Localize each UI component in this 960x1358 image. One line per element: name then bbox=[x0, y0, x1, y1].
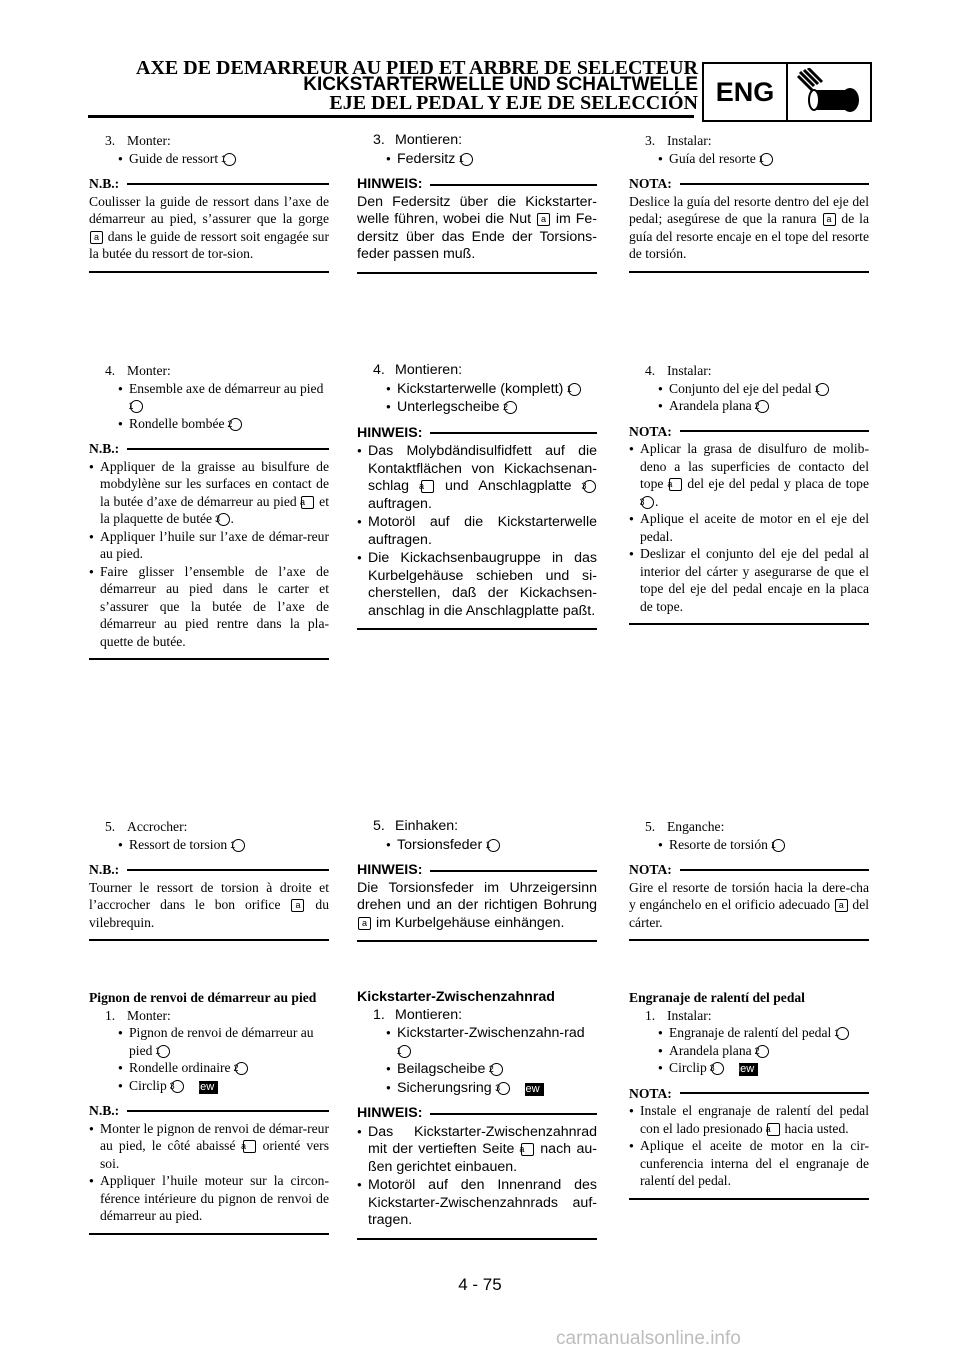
text: 3. bbox=[373, 132, 385, 148]
text: Instalar: bbox=[667, 1007, 712, 1023]
divider bbox=[430, 432, 597, 434]
bullet-item bbox=[89, 150, 329, 168]
text: im Fe-dersitz über das Ende der Torsions-feder passen muß. bbox=[357, 211, 597, 262]
note-bullet bbox=[357, 442, 597, 513]
text: du vilebrequin. bbox=[89, 897, 329, 930]
divider bbox=[127, 183, 329, 185]
fr-step5-note bbox=[89, 861, 329, 941]
es-idle-gear bbox=[629, 989, 869, 1200]
text: Enganche: bbox=[667, 819, 725, 834]
text: Resorte de torsión bbox=[669, 836, 768, 852]
divider bbox=[680, 1092, 869, 1094]
text: Arandela plana bbox=[669, 398, 752, 413]
text: auftragen. bbox=[368, 495, 432, 512]
callout-marker: 1 bbox=[232, 839, 245, 852]
divider bbox=[629, 1198, 869, 1200]
text: Monter: bbox=[127, 1007, 171, 1023]
callout-marker: a bbox=[767, 1123, 780, 1136]
es-step5-note bbox=[629, 861, 869, 941]
callout-marker: 2 bbox=[235, 1062, 248, 1075]
de-step5-note bbox=[357, 862, 597, 942]
text: Ensemble axe de démarreur au pied bbox=[129, 380, 324, 396]
text: 1. bbox=[645, 1007, 656, 1023]
bullet-item bbox=[357, 1079, 597, 1098]
callout-marker: 3 bbox=[217, 513, 230, 526]
divider bbox=[127, 1110, 329, 1112]
note-bullet: ● Aplique el aceite de motor en la cir-cunferencia interna del el engranaje de ralentí del pedal. bbox=[629, 1137, 869, 1190]
text: Kickstarterwelle (komplett) bbox=[397, 380, 564, 397]
callout-marker: 3 bbox=[171, 1080, 184, 1093]
callout-marker: a bbox=[537, 213, 550, 226]
text: Rondelle ordinaire bbox=[129, 1060, 231, 1075]
text: 3. bbox=[645, 133, 656, 148]
bullet-item bbox=[629, 380, 869, 398]
fr-step4-note bbox=[89, 440, 329, 660]
divider bbox=[430, 184, 597, 186]
callout-marker: 3 bbox=[497, 1082, 510, 1095]
text: del eje del pedal y placa de tope bbox=[682, 476, 870, 491]
text: 4. bbox=[373, 362, 385, 378]
text: Federsitz bbox=[397, 150, 456, 167]
callout-marker: a bbox=[835, 899, 848, 912]
callout-marker: a bbox=[291, 899, 304, 912]
de-step3 bbox=[357, 132, 597, 274]
text: Den Federsitz über die Kickstarter-welle führen, wobei die Nut bbox=[357, 193, 597, 227]
new-badge: New bbox=[739, 1063, 758, 1076]
bullet-item bbox=[357, 398, 597, 417]
text: Tourner le ressort de torsion à droite et l’accrocher dans le bon orifice bbox=[89, 879, 329, 912]
step-heading bbox=[89, 132, 329, 150]
step-heading bbox=[629, 132, 869, 150]
callout-marker: a bbox=[301, 496, 314, 509]
text: . bbox=[655, 493, 659, 509]
text: Appliquer de la graisse au bisulfure de mobdylène sur les surfaces en contact de la butée d’axe de démarreur au pied bbox=[100, 458, 329, 509]
callout-marker: a bbox=[521, 1143, 534, 1156]
bullet-item bbox=[357, 1060, 597, 1079]
note-bullet: ● Appliquer l’huile sur l’axe de démar-reur au pied. bbox=[89, 528, 329, 563]
text: nach au-ßen gerichtet einbauen. bbox=[368, 1141, 597, 1175]
text: Monter: bbox=[127, 363, 171, 378]
note-heading bbox=[357, 862, 597, 880]
text: Coulisser la guide de ressort dans l’axe de démarreur au pied, s’assurer que la gorge bbox=[89, 193, 329, 226]
note-bullet: ● Faire glisser l’ensemble de l’axe de démarreur au pied dans le carter et s’assurer que la butée de l’axe de démarreur au pied rentre dans la pla-quette de butée. bbox=[89, 563, 329, 651]
divider bbox=[629, 939, 869, 941]
callout-marker: a bbox=[358, 917, 371, 930]
watermark: carmanualsonline.info bbox=[556, 1328, 741, 1349]
text: Engranaje de ralentí del pedal bbox=[669, 1025, 832, 1040]
bullet-item bbox=[357, 836, 597, 855]
es-step5 bbox=[629, 818, 869, 941]
bullet-item bbox=[629, 397, 869, 415]
header-rule bbox=[88, 115, 694, 118]
note-bullet bbox=[89, 458, 329, 528]
step-heading bbox=[89, 818, 329, 836]
text: de la guía del resorte encaje en el tope del resorte de torsión. bbox=[629, 211, 869, 261]
new-badge: New bbox=[199, 1081, 218, 1094]
text: Das Kickstarter-Zwischenzahnrad mit der vertieften Seite bbox=[368, 1123, 597, 1157]
text: Aplicar la grasa de disulfuro de molib-deno a las superficies de contacto del tope bbox=[640, 441, 869, 491]
step-heading bbox=[357, 132, 597, 150]
text: 5. bbox=[105, 819, 116, 834]
divider bbox=[357, 628, 597, 630]
text: HINWEIS: bbox=[357, 424, 423, 441]
text: Montieren: bbox=[395, 362, 463, 378]
text bbox=[629, 193, 869, 263]
callout-marker: 1 bbox=[760, 153, 773, 166]
text: Circlip bbox=[129, 1077, 167, 1093]
text: Die Torsionsfeder im Uhrzeigersinn drehen und an der richtigen Bohrung bbox=[357, 879, 597, 913]
step-heading bbox=[357, 818, 597, 836]
callout-marker: a bbox=[243, 1140, 256, 1153]
callout-marker: 1 bbox=[157, 1045, 170, 1058]
text: 5. bbox=[645, 819, 656, 834]
bullet-item bbox=[629, 1059, 869, 1077]
de-step4-note bbox=[357, 425, 597, 631]
text: Einhaken: bbox=[395, 818, 459, 834]
fr-step3 bbox=[89, 132, 329, 273]
text: Guide de ressort bbox=[129, 150, 219, 166]
es-step3-note bbox=[629, 175, 869, 273]
note-heading bbox=[629, 175, 869, 193]
section-badge bbox=[702, 62, 872, 122]
header-title-fr: AXE DE DEMARREUR AU PIED ET ARBRE DE SELECTEUR bbox=[136, 57, 698, 79]
divider bbox=[89, 1233, 329, 1235]
step-heading bbox=[357, 1007, 597, 1025]
divider bbox=[89, 658, 329, 660]
es-step4-note bbox=[629, 423, 869, 626]
note-bullet: ● Aplique el aceite de motor en el eje del pedal. bbox=[629, 510, 869, 545]
text: HINWEIS: bbox=[357, 1105, 423, 1121]
callout-marker: 1 bbox=[398, 1045, 411, 1058]
callout-marker: 1 bbox=[772, 839, 785, 852]
text: Beilagscheibe bbox=[397, 1061, 486, 1077]
fr-idle-note bbox=[89, 1102, 329, 1235]
text: 4. bbox=[105, 363, 116, 378]
note-bullet bbox=[357, 1123, 597, 1177]
text: Instalar: bbox=[667, 363, 712, 378]
divider bbox=[430, 870, 597, 872]
text: Gire el resorte de torsión hacia la dere-cha y engánchelo en el orificio adecuado bbox=[629, 879, 869, 912]
callout-marker: 1 bbox=[460, 153, 473, 166]
divider bbox=[357, 940, 597, 942]
note-bullet bbox=[89, 1120, 329, 1173]
callout-marker: 1 bbox=[836, 1027, 849, 1040]
bullet-item bbox=[357, 150, 597, 169]
divider bbox=[680, 869, 869, 871]
divider bbox=[680, 430, 869, 432]
text: Guía del resorte bbox=[669, 150, 756, 166]
text: et la plaquette de butée bbox=[100, 493, 329, 526]
note-heading bbox=[629, 1085, 869, 1103]
step-heading bbox=[629, 362, 869, 380]
note-bullet bbox=[629, 440, 869, 510]
bullet-item bbox=[357, 380, 597, 399]
callout-marker: 3 bbox=[641, 496, 654, 509]
note-heading bbox=[357, 425, 597, 443]
bullet-item bbox=[89, 836, 329, 854]
engine-spring-icon bbox=[788, 64, 870, 120]
fr-idle-title: Pignon de renvoi de démarreur au pied bbox=[89, 990, 317, 1005]
section-badge-label: ENG bbox=[704, 64, 788, 120]
text: Torsionsfeder bbox=[397, 836, 483, 853]
bullet-item bbox=[89, 1077, 329, 1095]
callout-marker: 2 bbox=[504, 401, 517, 414]
text: NOTA: bbox=[629, 862, 672, 877]
callout-marker: 1 bbox=[568, 383, 581, 396]
fr-step5 bbox=[89, 818, 329, 941]
callout-marker: a bbox=[421, 480, 434, 493]
callout-marker: a bbox=[90, 231, 103, 244]
bullet-item bbox=[357, 1024, 597, 1060]
note-heading bbox=[629, 861, 869, 879]
text: Circlip bbox=[669, 1060, 707, 1075]
text: N.B.: bbox=[89, 862, 120, 877]
bullet-item bbox=[89, 1024, 329, 1059]
note-bullet: ● Appliquer l’huile moteur sur la circon-férence intérieure du pignon de renvoi de démarreur au pied. bbox=[89, 1172, 329, 1225]
es-step4 bbox=[629, 362, 869, 625]
bullet-item bbox=[89, 380, 329, 415]
text: N.B.: bbox=[89, 441, 120, 456]
step-heading bbox=[629, 818, 869, 836]
text: 1. bbox=[373, 1006, 385, 1023]
text: Instale el engranaje de ralentí del pedal con el lado presionado bbox=[640, 1103, 869, 1136]
de-idle-note bbox=[357, 1105, 597, 1240]
divider bbox=[357, 1238, 597, 1240]
callout-marker: 2 bbox=[756, 1045, 769, 1058]
note-heading bbox=[357, 1105, 597, 1123]
callout-marker: 1 bbox=[816, 383, 829, 396]
text: Conjunto del eje del pedal bbox=[669, 380, 812, 396]
text bbox=[89, 879, 329, 932]
text: Monter: bbox=[127, 133, 171, 148]
de-step3-note bbox=[357, 176, 597, 274]
text: 3. bbox=[105, 133, 116, 148]
callout-marker: 1 bbox=[487, 839, 500, 852]
text: . bbox=[230, 511, 234, 526]
text: Deslice la guía del resorte dentro del eje del pedal; asegúrese de que la ranura bbox=[629, 193, 869, 226]
text bbox=[357, 194, 597, 264]
fr-step3-note bbox=[89, 175, 329, 273]
note-heading bbox=[89, 1102, 329, 1120]
text bbox=[629, 879, 869, 932]
text: und Anschlagplatte bbox=[434, 478, 582, 494]
note-bullet bbox=[629, 1102, 869, 1137]
bullet-item bbox=[89, 415, 329, 433]
text: N.B.: bbox=[89, 176, 120, 191]
es-step3 bbox=[629, 132, 869, 273]
text: del cárter. bbox=[629, 897, 869, 930]
callout-marker: a bbox=[823, 213, 836, 226]
fr-idle-gear bbox=[89, 989, 329, 1235]
divider bbox=[430, 1113, 597, 1115]
callout-marker: 2 bbox=[756, 400, 769, 413]
divider bbox=[629, 271, 869, 273]
divider bbox=[127, 448, 329, 450]
text: im Kurbelgehäuse einhängen. bbox=[372, 914, 565, 931]
text: NOTA: bbox=[629, 176, 672, 191]
text bbox=[357, 880, 597, 933]
de-idle-gear bbox=[357, 989, 597, 1240]
bullet-item bbox=[629, 1024, 869, 1042]
step-heading bbox=[357, 362, 597, 380]
text: Montieren: bbox=[395, 1006, 463, 1023]
text: 5. bbox=[373, 818, 385, 834]
de-step5 bbox=[357, 818, 597, 942]
callout-marker: 3 bbox=[711, 1062, 724, 1075]
fr-step4 bbox=[89, 362, 329, 660]
text: 4. bbox=[645, 363, 656, 378]
callout-marker: a bbox=[669, 478, 682, 491]
callout-marker: 1 bbox=[223, 153, 236, 166]
es-idle-note bbox=[629, 1085, 869, 1200]
text: Unterlegscheibe bbox=[397, 399, 500, 415]
text: HINWEIS: bbox=[357, 862, 423, 878]
note-bullet: ● Motoröl auf die Kickstarterwelle auftragen. bbox=[357, 513, 597, 549]
text: Sicherungsring bbox=[397, 1079, 492, 1096]
text: Monter le pignon de renvoi de démar-reur au pied, le côté abaissé bbox=[100, 1120, 329, 1153]
callout-marker: 3 bbox=[583, 480, 596, 493]
text: orienté vers soi. bbox=[100, 1138, 329, 1171]
callout-marker: 2 bbox=[229, 418, 242, 431]
divider bbox=[629, 623, 869, 625]
text: Montieren: bbox=[395, 132, 463, 148]
divider bbox=[89, 271, 329, 273]
note-heading bbox=[89, 440, 329, 458]
de-step4 bbox=[357, 362, 597, 630]
note-heading bbox=[357, 176, 597, 194]
bullet-item bbox=[629, 150, 869, 168]
step-heading bbox=[89, 362, 329, 380]
new-badge: New bbox=[525, 1083, 544, 1096]
text: NOTA: bbox=[629, 423, 672, 439]
text: 1. bbox=[105, 1007, 116, 1023]
callout-marker: 1 bbox=[130, 400, 143, 413]
text: Das Molybdändisulfidfett auf die Kontaktflächen von Kickachsenan-schlag bbox=[368, 443, 597, 494]
text: Kickstarter-Zwischenzahn-rad bbox=[397, 1025, 585, 1041]
note-heading bbox=[89, 175, 329, 193]
text: dans le guide de ressort soit engagée sur la butée du ressort de tor-sion. bbox=[89, 228, 329, 261]
callout-marker: 2 bbox=[490, 1063, 503, 1076]
divider bbox=[357, 272, 597, 274]
note-heading bbox=[89, 861, 329, 879]
text: Ressort de torsion bbox=[129, 836, 228, 852]
text: HINWEIS: bbox=[357, 176, 423, 192]
header-title-de: KICKSTARTERWELLE UND SCHALTWELLE bbox=[303, 74, 698, 95]
text: N.B.: bbox=[89, 1103, 120, 1118]
divider bbox=[127, 869, 329, 871]
note-bullet: ● Die Kickachsenbaugruppe in das Kurbelgehäuse schieben und si-cherstellen, daß der Kickachsen-anschlag in die Anschlagplatte paßt. bbox=[357, 549, 597, 620]
step-heading bbox=[629, 1007, 869, 1025]
page-number: 4 - 75 bbox=[458, 1275, 502, 1294]
text: Arandela plana bbox=[669, 1042, 752, 1058]
text: Accrocher: bbox=[127, 819, 188, 834]
note-bullet: ● Motoröl auf den Innenrand des Kickstarter-Zwischenzahnrads auf-tragen. bbox=[357, 1176, 597, 1230]
text: Rondelle bombée bbox=[129, 415, 225, 431]
divider bbox=[89, 939, 329, 941]
text bbox=[89, 193, 329, 263]
text: NOTA: bbox=[629, 1085, 672, 1101]
bullet-item bbox=[629, 1042, 869, 1060]
step-heading bbox=[89, 1007, 329, 1025]
text: Instalar: bbox=[667, 133, 712, 148]
text: hacia usted. bbox=[781, 1120, 849, 1136]
note-heading bbox=[629, 423, 869, 441]
header-title-es: EJE DEL PEDAL Y EJE DE SELECCIÓN bbox=[329, 92, 698, 114]
de-idle-title: Kickstarter-Zwischenzahnrad bbox=[357, 989, 555, 1005]
note-bullet: ● Deslizar el conjunto del eje del pedal al interior del cárter y asegurarse de que el tope del eje del pedal encaje en la placa de tope. bbox=[629, 545, 869, 615]
es-idle-title: Engranaje de ralentí del pedal bbox=[629, 990, 805, 1005]
bullet-item bbox=[629, 836, 869, 854]
bullet-item bbox=[89, 1059, 329, 1077]
divider bbox=[680, 183, 869, 185]
text: Pignon de renvoi de démarreur au pied bbox=[129, 1025, 314, 1058]
